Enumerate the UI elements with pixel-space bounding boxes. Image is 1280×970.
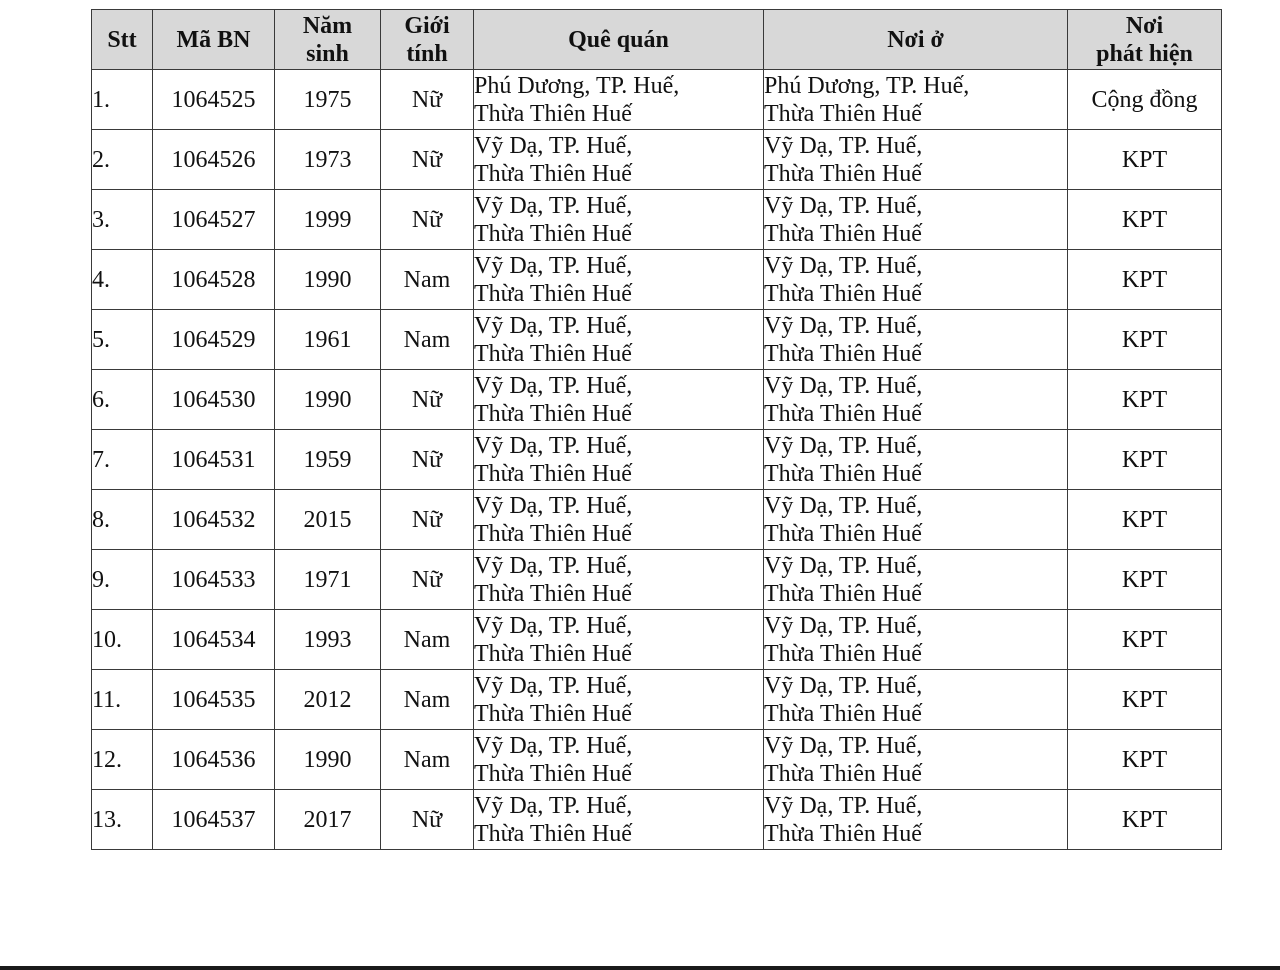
cell-noi-phat-hien: KPT: [1068, 730, 1222, 790]
cell-nam-sinh: 2012: [275, 670, 381, 730]
cell-gioi-tinh: Nữ: [381, 430, 474, 490]
table-header-row: [92, 10, 1222, 70]
cell-nam-sinh: 1990: [275, 730, 381, 790]
cell-ma-bn: 1064526: [153, 130, 275, 190]
cell-gioi-tinh: Nữ: [381, 130, 474, 190]
table-row: [92, 550, 1222, 610]
header-noi-o: Nơi ở: [764, 10, 1068, 70]
cell-nam-sinh: 2015: [275, 490, 381, 550]
cell-que-quan: Vỹ Dạ, TP. Huế, Thừa Thiên Huế: [474, 730, 764, 790]
cell-stt: 10.: [92, 610, 153, 670]
cell-noi-phat-hien: KPT: [1068, 430, 1222, 490]
cell-stt: 2.: [92, 130, 153, 190]
cell-noi-phat-hien: KPT: [1068, 250, 1222, 310]
cell-ma-bn: 1064537: [153, 790, 275, 850]
header-nam-sinh: Năm sinh: [275, 10, 381, 70]
cell-que-quan: Vỹ Dạ, TP. Huế, Thừa Thiên Huế: [474, 370, 764, 430]
cell-stt: 3.: [92, 190, 153, 250]
bottom-border: [0, 966, 1280, 970]
cell-ma-bn: 1064525: [153, 70, 275, 130]
table-row: [92, 610, 1222, 670]
cell-gioi-tinh: Nữ: [381, 490, 474, 550]
cell-noi-phat-hien: KPT: [1068, 550, 1222, 610]
cell-que-quan: Vỹ Dạ, TP. Huế, Thừa Thiên Huế: [474, 430, 764, 490]
cell-nam-sinh: 1959: [275, 430, 381, 490]
cell-noi-phat-hien: KPT: [1068, 490, 1222, 550]
cell-que-quan: Vỹ Dạ, TP. Huế, Thừa Thiên Huế: [474, 490, 764, 550]
cell-gioi-tinh: Nam: [381, 610, 474, 670]
cell-que-quan: Vỹ Dạ, TP. Huế, Thừa Thiên Huế: [474, 670, 764, 730]
cell-stt: 6.: [92, 370, 153, 430]
cell-nam-sinh: 1990: [275, 250, 381, 310]
cell-noi-phat-hien: KPT: [1068, 190, 1222, 250]
cell-noi-o: Vỹ Dạ, TP. Huế, Thừa Thiên Huế: [764, 370, 1068, 430]
cell-ma-bn: 1064534: [153, 610, 275, 670]
header-que-quan: Quê quán: [474, 10, 764, 70]
cell-noi-o: Vỹ Dạ, TP. Huế, Thừa Thiên Huế: [764, 550, 1068, 610]
cell-que-quan: Vỹ Dạ, TP. Huế, Thừa Thiên Huế: [474, 310, 764, 370]
table-row: [92, 790, 1222, 850]
cell-ma-bn: 1064528: [153, 250, 275, 310]
cell-noi-o: Vỹ Dạ, TP. Huế, Thừa Thiên Huế: [764, 310, 1068, 370]
cell-stt: 1.: [92, 70, 153, 130]
cell-noi-phat-hien: KPT: [1068, 790, 1222, 850]
cell-stt: 8.: [92, 490, 153, 550]
cell-noi-o: Vỹ Dạ, TP. Huế, Thừa Thiên Huế: [764, 190, 1068, 250]
cell-stt: 5.: [92, 310, 153, 370]
header-gioi-tinh: Giới tính: [381, 10, 474, 70]
cell-gioi-tinh: Nữ: [381, 70, 474, 130]
cell-que-quan: Phú Dương, TP. Huế, Thừa Thiên Huế: [474, 70, 764, 130]
cell-que-quan: Vỹ Dạ, TP. Huế, Thừa Thiên Huế: [474, 610, 764, 670]
cell-noi-phat-hien: KPT: [1068, 130, 1222, 190]
cell-gioi-tinh: Nữ: [381, 790, 474, 850]
cell-stt: 12.: [92, 730, 153, 790]
header-stt: Stt: [92, 10, 153, 70]
cell-noi-o: Vỹ Dạ, TP. Huế, Thừa Thiên Huế: [764, 790, 1068, 850]
cell-nam-sinh: 1993: [275, 610, 381, 670]
cell-stt: 13.: [92, 790, 153, 850]
table-row: [92, 490, 1222, 550]
cell-noi-phat-hien: KPT: [1068, 670, 1222, 730]
table-row: [92, 130, 1222, 190]
cell-noi-o: Vỹ Dạ, TP. Huế, Thừa Thiên Huế: [764, 430, 1068, 490]
cell-nam-sinh: 1973: [275, 130, 381, 190]
cell-que-quan: Vỹ Dạ, TP. Huế, Thừa Thiên Huế: [474, 250, 764, 310]
cell-gioi-tinh: Nam: [381, 250, 474, 310]
cell-noi-phat-hien: KPT: [1068, 310, 1222, 370]
table-row: [92, 250, 1222, 310]
cell-gioi-tinh: Nam: [381, 730, 474, 790]
cell-nam-sinh: 1975: [275, 70, 381, 130]
cell-ma-bn: 1064532: [153, 490, 275, 550]
cell-noi-phat-hien: KPT: [1068, 370, 1222, 430]
cell-noi-o: Vỹ Dạ, TP. Huế, Thừa Thiên Huế: [764, 250, 1068, 310]
header-ma-bn: Mã BN: [153, 10, 275, 70]
cell-gioi-tinh: Nữ: [381, 190, 474, 250]
table-row: [92, 190, 1222, 250]
cell-nam-sinh: 1990: [275, 370, 381, 430]
cell-gioi-tinh: Nữ: [381, 550, 474, 610]
cell-ma-bn: 1064530: [153, 370, 275, 430]
cell-noi-o: Vỹ Dạ, TP. Huế, Thừa Thiên Huế: [764, 130, 1068, 190]
cell-que-quan: Vỹ Dạ, TP. Huế, Thừa Thiên Huế: [474, 550, 764, 610]
table-row: [92, 70, 1222, 130]
cell-ma-bn: 1064527: [153, 190, 275, 250]
table-row: [92, 670, 1222, 730]
cell-noi-o: Vỹ Dạ, TP. Huế, Thừa Thiên Huế: [764, 670, 1068, 730]
cell-stt: 11.: [92, 670, 153, 730]
cell-gioi-tinh: Nam: [381, 310, 474, 370]
cell-ma-bn: 1064529: [153, 310, 275, 370]
cell-gioi-tinh: Nữ: [381, 370, 474, 430]
cell-noi-o: Vỹ Dạ, TP. Huế, Thừa Thiên Huế: [764, 730, 1068, 790]
table-row: [92, 730, 1222, 790]
cell-ma-bn: 1064536: [153, 730, 275, 790]
cell-nam-sinh: 1961: [275, 310, 381, 370]
header-noi-phat-hien: Nơi phát hiện: [1068, 10, 1222, 70]
table-row: [92, 370, 1222, 430]
table-row: [92, 310, 1222, 370]
cell-que-quan: Vỹ Dạ, TP. Huế, Thừa Thiên Huế: [474, 190, 764, 250]
cell-gioi-tinh: Nam: [381, 670, 474, 730]
cell-ma-bn: 1064533: [153, 550, 275, 610]
cell-noi-o: Phú Dương, TP. Huế, Thừa Thiên Huế: [764, 70, 1068, 130]
cell-stt: 7.: [92, 430, 153, 490]
table-row: [92, 430, 1222, 490]
cell-que-quan: Vỹ Dạ, TP. Huế, Thừa Thiên Huế: [474, 130, 764, 190]
cell-nam-sinh: 1999: [275, 190, 381, 250]
cell-nam-sinh: 2017: [275, 790, 381, 850]
cell-stt: 9.: [92, 550, 153, 610]
cell-noi-o: Vỹ Dạ, TP. Huế, Thừa Thiên Huế: [764, 490, 1068, 550]
cell-noi-o: Vỹ Dạ, TP. Huế, Thừa Thiên Huế: [764, 610, 1068, 670]
cell-ma-bn: 1064535: [153, 670, 275, 730]
cell-noi-phat-hien: KPT: [1068, 610, 1222, 670]
cell-stt: 4.: [92, 250, 153, 310]
cell-que-quan: Vỹ Dạ, TP. Huế, Thừa Thiên Huế: [474, 790, 764, 850]
patient-table: [91, 9, 1222, 850]
cell-nam-sinh: 1971: [275, 550, 381, 610]
cell-noi-phat-hien: Cộng đồng: [1068, 70, 1222, 130]
cell-ma-bn: 1064531: [153, 430, 275, 490]
